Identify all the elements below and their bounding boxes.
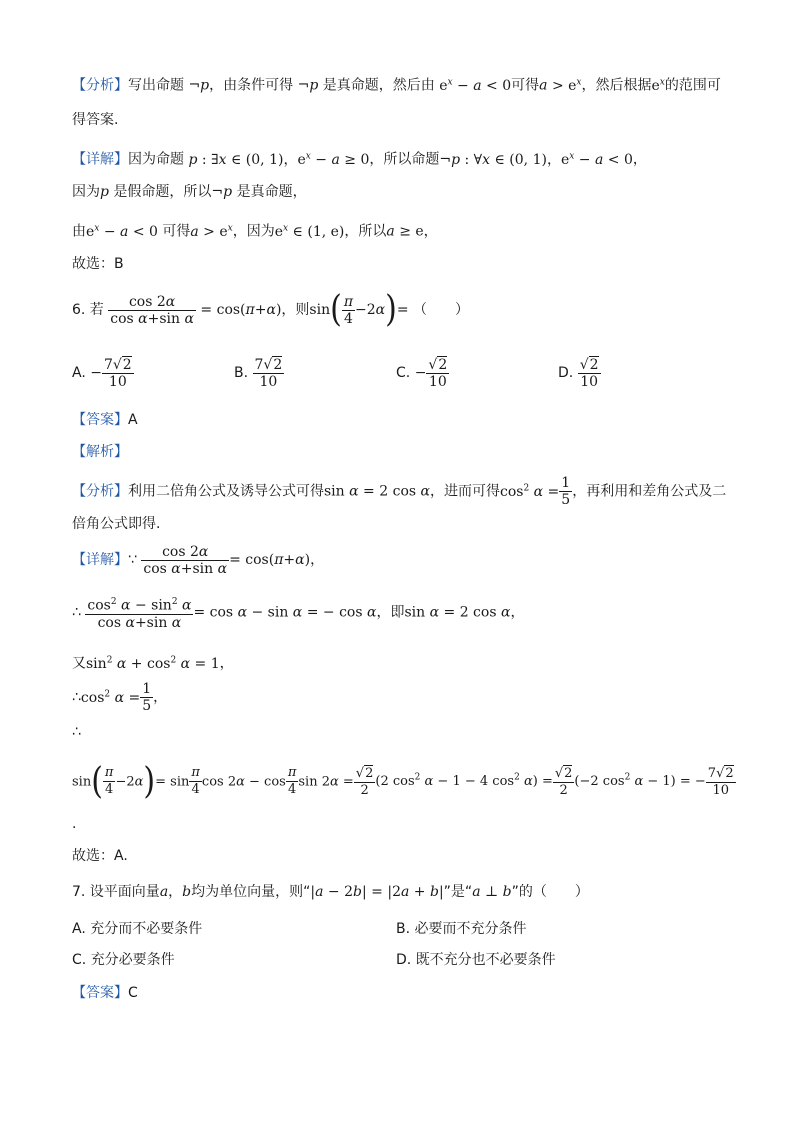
q7-option-b[interactable]: B. 必要而不充分条件 bbox=[396, 921, 527, 937]
q7-option-d[interactable]: D. 既不充分也不必要条件 bbox=[396, 952, 556, 968]
q7-stem: 7. 设平面向量a，b均为单位向量，则“|a − 2b| = |2a + b|”是“a ⊥ b”的（ ） bbox=[72, 884, 589, 900]
detail-tag: 【详解】 bbox=[72, 151, 128, 168]
q5-analysis-line: 【分析】写出命题 ¬p，由条件可得 ¬p 是真命题，然后由 $e^x - a < 0$可得$a > e^x$，然后根据$e^x$的范围可 bbox=[72, 77, 721, 94]
q6-detail-line3: 又$\sin^2 \alpha + \cos^2 \alpha = 1$， bbox=[72, 655, 234, 672]
q6-jiexi-tag: 【解析】 bbox=[72, 444, 128, 460]
q6-detail-long-equation: sin( $\frac{\pi}{4}$ −2α)= sin $\frac{\pi}{4}$ cos 2α − cos $\frac{\pi}{4}$ sin 2α = $\frac{√2}{2}$ (2 $\cos^2 \alpha - 1 - 4$ $\cos^2 \alpha$) = $\frac{√2}{2}$ (−2 $\cos^2 \alpha - 1$) = − $\frac{7√2}{10}$ bbox=[72, 760, 734, 803]
q6-detail-line5: ∴ bbox=[72, 724, 81, 740]
analysis-tag: 【分析】 bbox=[72, 77, 128, 94]
q7-answer-line: 【答案】C bbox=[72, 985, 138, 1001]
q6-period: . bbox=[72, 816, 77, 832]
q6-analysis-line: 【分析】利用二倍角公式及诱导公式可得sin α = 2 cos α，进而可得$\cos^2 \alpha$ = $\frac{1}{5}$ ，再利用和差角公式及二 bbox=[72, 475, 727, 509]
q6-option-b[interactable]: B. $\frac{7√2}{10}$ bbox=[234, 357, 283, 390]
q7-option-c[interactable]: C. 充分必要条件 bbox=[72, 952, 175, 968]
q5-line3: 因为p 是假命题，所以¬p 是真命题， bbox=[72, 184, 307, 200]
q6-option-c[interactable]: C. − $\frac{√2}{10}$ bbox=[396, 357, 448, 390]
q6-option-d[interactable]: D. $\frac{√2}{10}$ bbox=[558, 357, 599, 390]
q5-answer: 故选：B bbox=[72, 256, 124, 272]
q6-detail-line2: ∴ $\frac{\cos^2 \alpha - \sin^2 \alpha}{\text{cos α+sin α}}$ = cos α − sin α = − cos α，即sin α = 2 cos α， bbox=[72, 594, 524, 631]
q6-option-a[interactable]: A. − $\frac{7√2}{10}$ bbox=[72, 357, 132, 390]
q6-stem: 6. 若 $\frac{\cos 2\alpha}{\text{cos α+sin α}}$ = cos(π+α)，则sin( $\frac{\pi}{4}$ −2α)= （ ） bbox=[72, 288, 470, 331]
q6-answer-final: 故选：A. bbox=[72, 848, 128, 864]
q6-detail-line4: $\therefore\cos^2$ α = $\frac{1}{5}$ ， bbox=[72, 681, 168, 715]
q5-detail-line: 【详解】因为命题 p : ∃x ∈ (0, 1)，$e^x - a \ge 0$，所以命题¬p : ∀x ∈ (0, 1)，$e^x - a < 0$， bbox=[72, 151, 647, 168]
q7-option-a[interactable]: A. 充分而不必要条件 bbox=[72, 921, 203, 937]
q6-analysis-cont: 倍角公式即得. bbox=[72, 516, 161, 532]
q6-answer-line: 【答案】A bbox=[72, 412, 138, 428]
q5-analysis-cont: 得答案. bbox=[72, 112, 119, 128]
q6-detail-line1: 【详解】∵ $\frac{\cos 2\alpha}{\text{cos α+sin α}}$ = cos(π+α)， bbox=[72, 543, 325, 577]
q5-line4: 由$e^x - a < 0$ 可得$a > e^x$，因为$e^x$ ∈ (1, e)，所以a ≥ e， bbox=[72, 223, 438, 240]
